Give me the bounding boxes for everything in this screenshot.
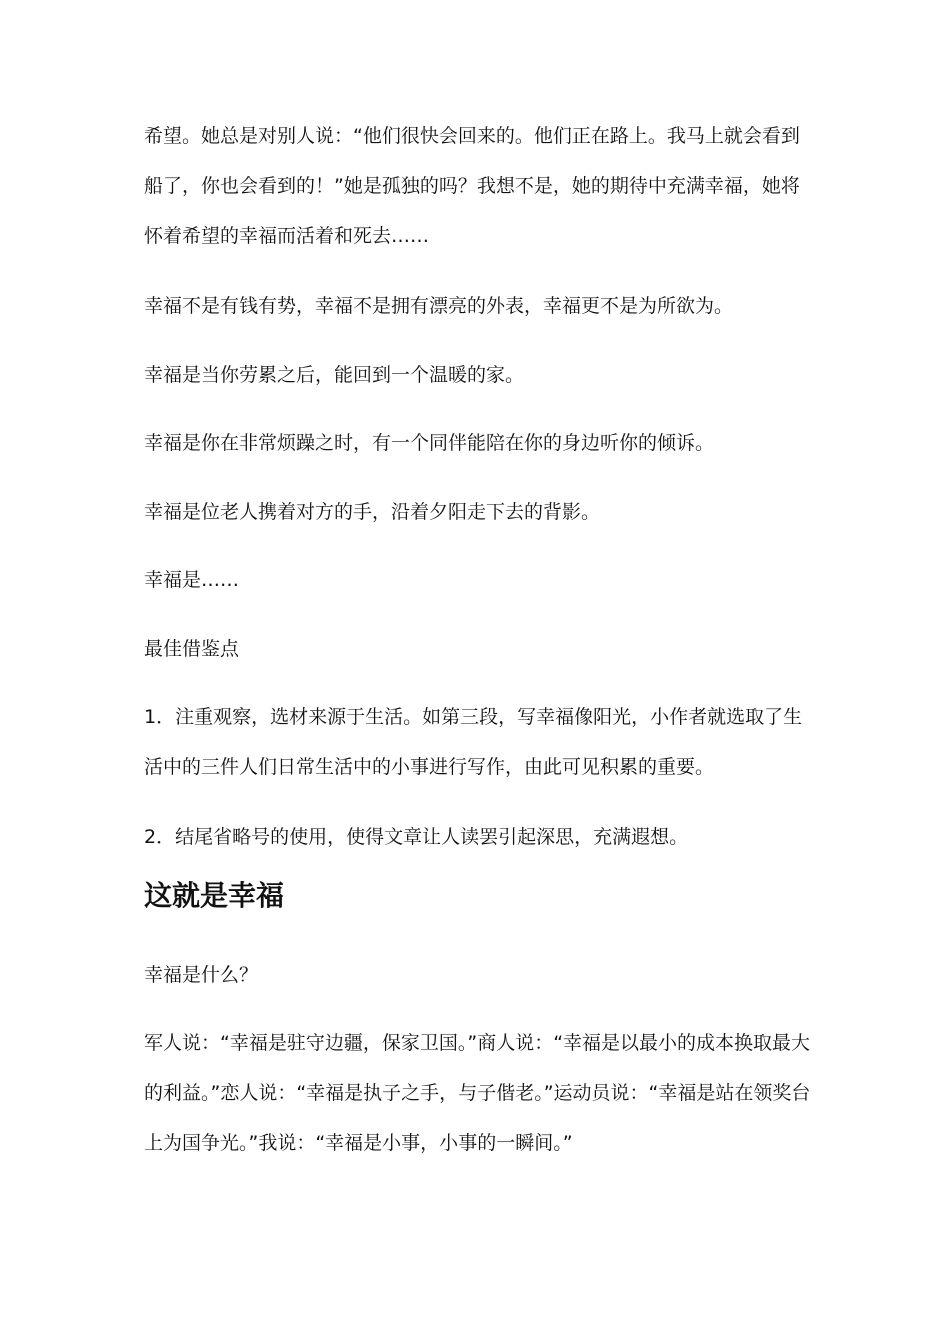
paragraph-companion: 幸福是你在非常烦躁之时，有一个同伴能陪在你的身边听你的倾诉。 — [144, 432, 715, 454]
section-heading: 这就是幸福 — [144, 879, 285, 912]
paragraph-point-2: 2．结尾省略号的使用，使得文章让人读罢引起深思，充满遐想。 — [144, 826, 689, 848]
paragraph-elderly: 幸福是位老人携着对方的手，沿着夕阳走下去的背影。 — [144, 501, 601, 523]
paragraph-quotes: 军人说：“幸福是驻守边疆，保家卫国。”商人说：“幸福是以最小的成本换取最大的利益。”恋人说：“幸福是执子之手，与子偕老。”运动员说：“幸福是站在领奖台上为国争光。”我说：“幸福是小事，小事的一瞬间。” — [144, 1032, 811, 1154]
paragraph-happiness-is: 幸福是…… — [144, 569, 240, 591]
paragraph-point-1: 1．注重观察，选材来源于生活。如第三段，写幸福像阳光，小作者就选取了生活中的三件人们日常生活中的小事进行写作，由此可见积累的重要。 — [144, 706, 803, 778]
paragraph-not-happiness: 幸福不是有钱有势，幸福不是拥有漂亮的外表，幸福更不是为所欲为。 — [144, 295, 734, 317]
paragraph-what-is-happiness: 幸福是什么？ — [144, 964, 259, 986]
paragraph-hope: 希望。她总是对别人说：“他们很快会回来的。他们正在路上。我马上就会看到船了，你也会看到的！”她是孤独的吗？我想不是，她的期待中充满幸福，她将怀着希望的幸福而活着和死去…… — [144, 125, 800, 247]
paragraph-warm-home: 幸福是当你劳累之后，能回到一个温暖的家。 — [144, 364, 525, 386]
paragraph-best-reference: 最佳借鉴点 — [144, 638, 240, 660]
